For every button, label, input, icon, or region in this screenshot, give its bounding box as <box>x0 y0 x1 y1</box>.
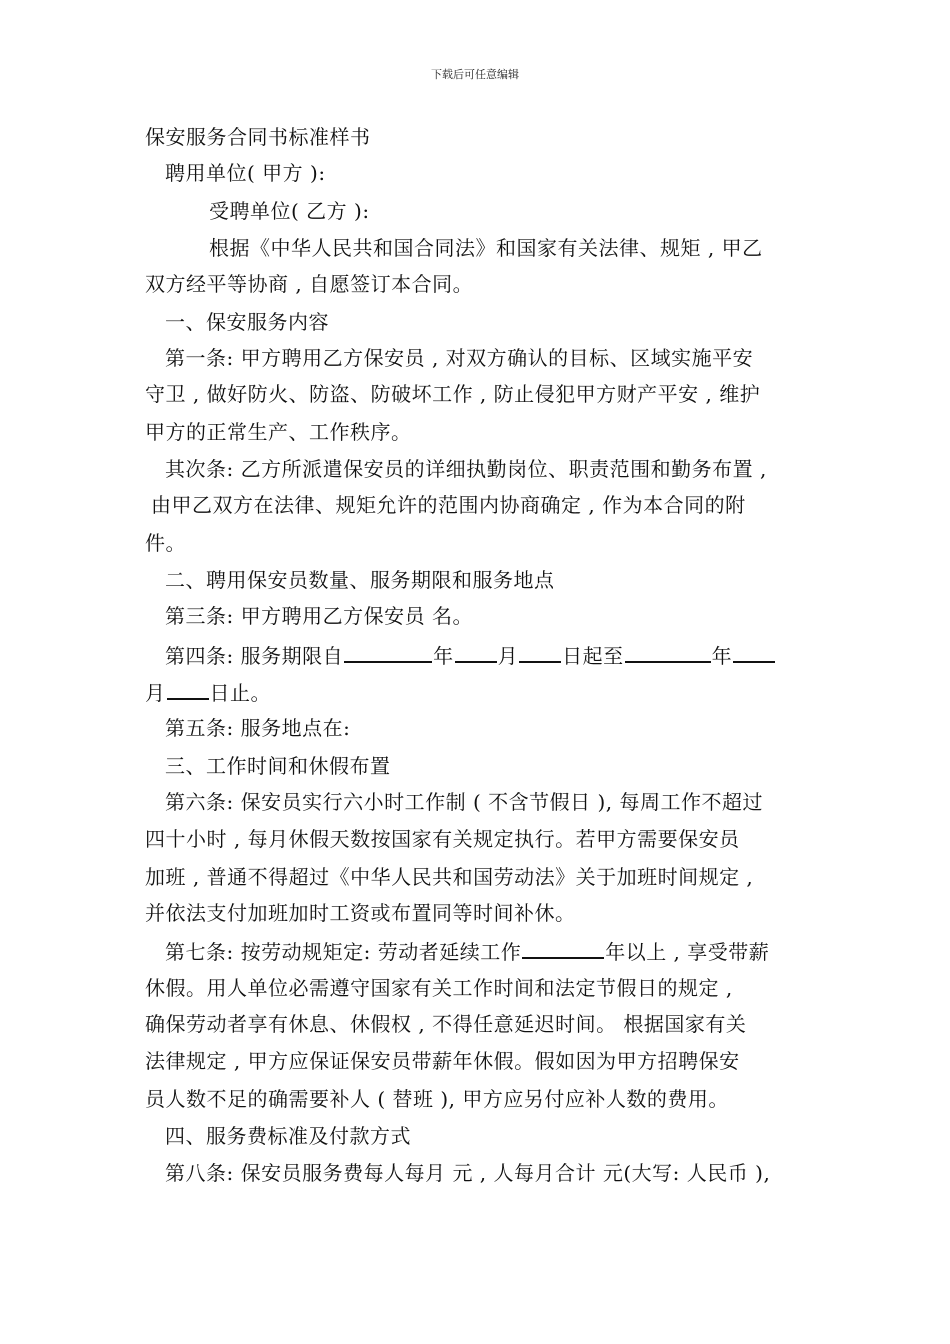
blank-field[interactable] <box>344 641 432 663</box>
article-1-line-1: 第一条: 甲方聘用乙方保安员 , 对双方确认的目标、区域实施平安 <box>165 346 754 370</box>
article-7-line-5: 员人数不足的确需要补人 ( 替班 ), 甲方应另付应补人数的费用。 <box>145 1087 729 1111</box>
article-1-line-2: 守卫 , 做好防火、防盗、防破坏工作 , 防止侵犯甲方财产平安 , 维护 <box>145 382 761 406</box>
article-7-line-3: 确保劳动者享有休息、休假权 , 不得任意延迟时间。 根据国家有关 <box>145 1012 747 1036</box>
article-4-month-1: 月 <box>497 644 519 668</box>
blank-field[interactable] <box>733 641 775 663</box>
article-4-line-1 <box>145 641 776 669</box>
document-title: 保安服务合同书标准样书 <box>145 125 371 149</box>
article-6-line-4: 并依法支付加班加时工资或布置同等时间补休。 <box>145 901 576 925</box>
preamble-line-2: 双方经平等协商 , 自愿签订本合同。 <box>145 272 474 296</box>
party-a-line: 聘用单位( 甲方 ): <box>165 161 326 185</box>
article-4-month-2: 月 <box>145 681 166 705</box>
article-1-line-3: 甲方的正常生产、工作秩序。 <box>145 420 412 444</box>
article-7-line-2: 休假。用人单位必需遵守国家有关工作时间和法定节假日的规定 , <box>145 976 733 1000</box>
article-7-line-1 <box>145 937 769 965</box>
article-4-line-2 <box>145 678 271 706</box>
article-3-line: 第三条: 甲方聘用乙方保安员 名。 <box>165 604 473 628</box>
article-2-line-3: 件。 <box>145 531 186 555</box>
article-7-line-4: 法律规定 , 甲方应保证保安员带薪年休假。假如因为甲方招聘保安 <box>145 1049 740 1073</box>
preamble-line-1: 根据《中华人民共和国合同法》和国家有关法律、规矩 , 甲乙 <box>209 236 763 260</box>
article-4-day-2: 日止。 <box>209 681 271 705</box>
blank-field[interactable] <box>625 641 711 663</box>
article-4-year-1: 年 <box>433 644 454 668</box>
page-header-note: 下载后可任意编辑 <box>431 68 519 81</box>
blank-field[interactable] <box>519 641 561 663</box>
article-7-text: 第七条: 按劳动规矩定: 劳动者延续工作 <box>165 940 522 964</box>
article-4-year-2: 年 <box>711 644 733 668</box>
section-2-heading: 二、聘用保安员数量、服务期限和服务地点 <box>165 568 555 592</box>
article-2-line-2: 由甲乙双方在法律、规矩允许的范围内协商确定 , 作为本合同的附 <box>151 493 746 517</box>
article-6-line-1: 第六条: 保安员实行六小时工作制 ( 不含节假日 ), 每周工作不超过 <box>165 790 763 814</box>
article-4-day-1: 日起至 <box>562 644 624 668</box>
section-3-heading: 三、工作时间和休假布置 <box>165 754 391 778</box>
section-1-heading: 一、保安服务内容 <box>165 310 329 334</box>
article-6-line-2: 四十小时 , 每月休假天数按国家有关规定执行。若甲方需要保安员 <box>145 827 740 851</box>
blank-field[interactable] <box>455 641 497 663</box>
blank-field[interactable] <box>522 937 604 959</box>
article-8-line-1: 第八条: 保安员服务费每人每月 元 , 人每月合计 元(大写: 人民币 ), <box>165 1161 771 1185</box>
section-4-heading: 四、服务费标准及付款方式 <box>165 1124 411 1148</box>
article-2-line-1: 其次条: 乙方所派遣保安员的详细执勤岗位、职责范围和勤务布置 , <box>165 457 767 481</box>
party-b-line: 受聘单位( 乙方 ): <box>209 199 370 223</box>
article-7-text-2: 年以上 , 享受带薪 <box>605 940 770 964</box>
article-5-line: 第五条: 服务地点在: <box>165 716 351 740</box>
blank-field[interactable] <box>167 678 209 700</box>
article-6-line-3: 加班 , 普通不得超过《中华人民共和国劳动法》关于加班时间规定 , <box>145 865 754 889</box>
article-4-text: 第四条: 服务期限自 <box>165 644 344 668</box>
